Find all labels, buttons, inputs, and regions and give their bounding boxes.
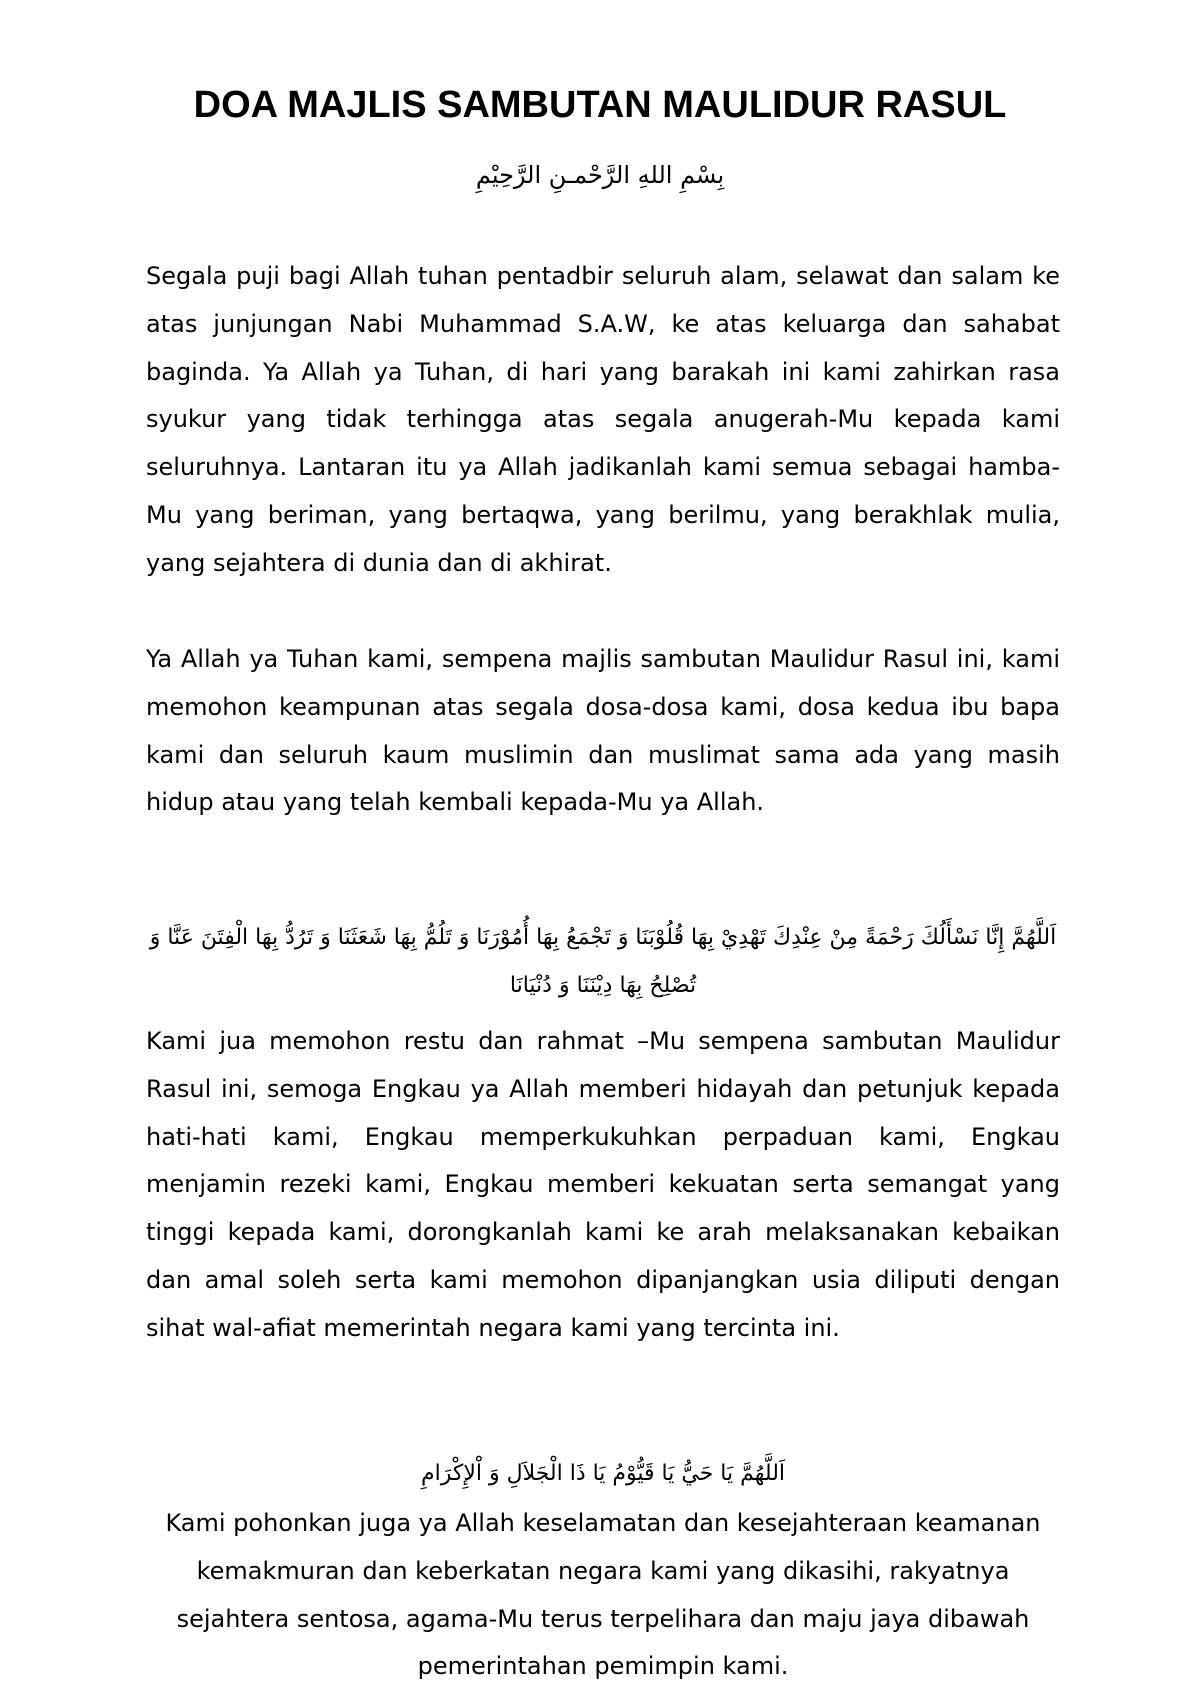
arabic-dua-ya-hayyu: اَللَّهُمَّ يَا حَيُّ يَا قَيُّوْمُ يَا ذَا الْجَلاَلِ وَ اْلإِكْرَامِ (420, 1461, 786, 1486)
paragraph-praise: Segala puji bagi Allah tuhan pentadbir seluruh alam, selawat dan salam ke atas junjungan Nabi Muhammad S.A.W, ke atas keluarga dan sahabat baginda. Ya Allah ya Tuhan, di hari yang barakah ini kami zahirkan rasa syukur yang tidak terhingga atas segala anugerah-Mu kepada kami seluruhnya. Lantaran itu ya Allah jadikanlah kami semua sebagai hamba-Mu yang beriman, yang bertaqwa, yang berilmu, yang berakhlak mulia, yang sejahtera di dunia dan di akhirat. (146, 262, 1060, 577)
paragraph-blessing: Kami jua memohon restu dan rahmat –Mu sempena sambutan Maulidur Rasul ini, semoga Engkau ya Allah memberi hidayah dan petunjuk kepada hati-hati kami, Engkau memperkukuhkan perpaduan kami, Engkau menjamin rezeki kami, Engkau memberi kekuatan serta semangat yang tinggi kepada kami, dorongkanlah kami ke arah melaksanakan kebaikan dan amal soleh serta kami memohon dipanjangkan usia diliputi dengan sihat wal-afiat memerintah negara kami yang tercinta ini. (146, 1027, 1060, 1342)
paragraph-forgiveness: Ya Allah ya Tuhan kami, sempena majlis sambutan Maulidur Rasul ini, kami memohon keampunan atas segala dosa-dosa kami, dosa kedua ibu bapa kami dan seluruh kaum muslimin dan muslimat sama ada yang masih hidup atau yang telah kembali kepada-Mu ya Allah. (146, 645, 1060, 817)
paragraph-prosperity: Kami pohonkan juga ya Allah keselamatan dan kesejahteraan keamanan kemakmuran dan keberkatan negara kami yang dikasihi, rakyatnya sejahtera sentosa, agama-Mu terus terpelihara dan maju jaya dibawah pemerintahan pemimpin kami. (165, 1509, 1041, 1681)
arabic-dua-rahmah: اَللَّهُمَّ إِنَّا نَسْأَلُكَ رَحْمَةً مِنْ عِنْدِكَ تَهْدِيْ بِهَا قُلُوْبَنَا وَ تَجْمَعُ بِهَا أُمُوْرَنَا وَ تَلُمُّ بِهَا شَعَثَنَا وَ تَرُدُّ بِهَا الْفِتَنَ عَنَّا وَ تُصْلِحُ بِهَا دِيْنَنَا وَ دُنْيَانَا (149, 925, 1057, 998)
bismillah-text: بِسْمِ اللهِ الرَّحْمـنِ الرَّحِيْمِ (475, 161, 725, 189)
document-title: DOA MAJLIS SAMBUTAN MAULIDUR RASUL (193, 84, 1007, 126)
